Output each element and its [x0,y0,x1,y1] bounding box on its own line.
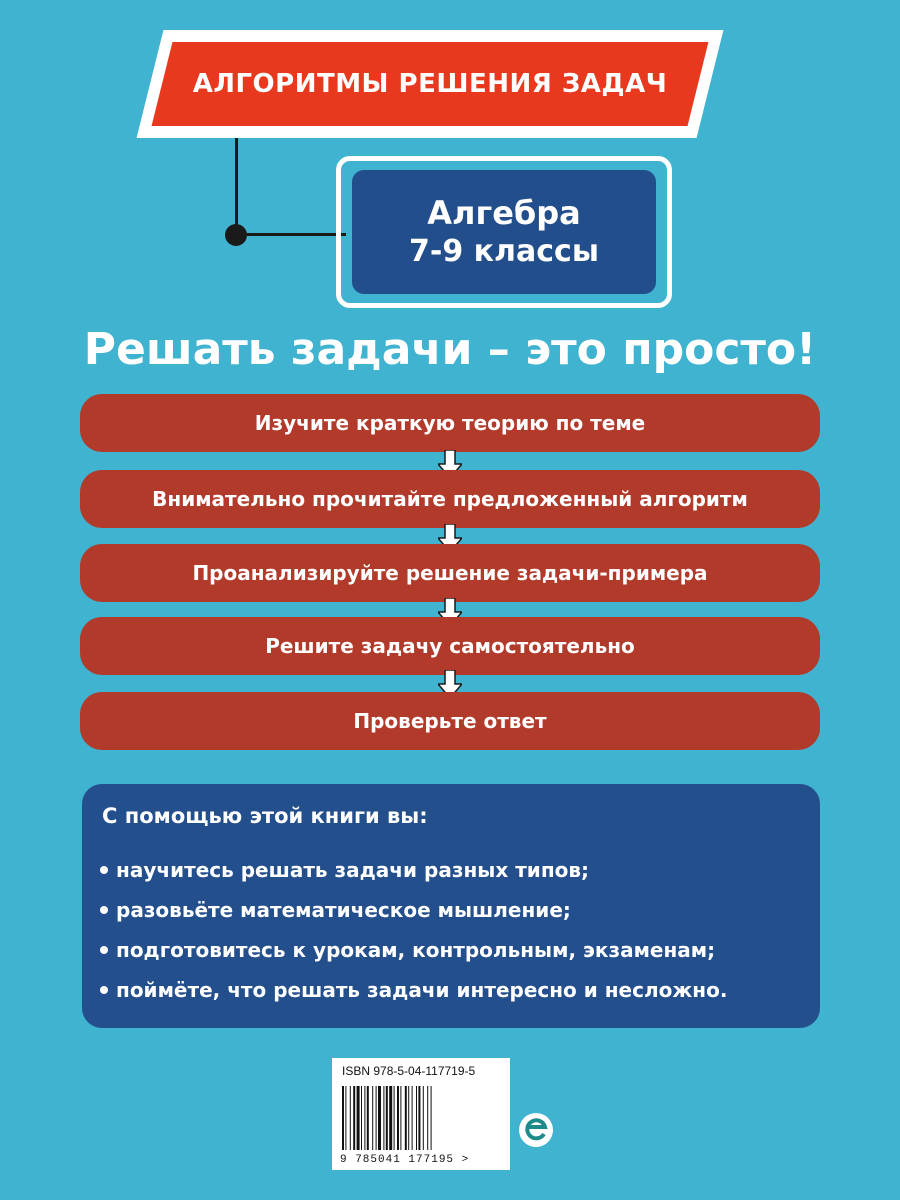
bullet-icon [100,906,108,914]
subject-title: Алгебра [427,194,581,232]
benefit-item: поймёте, что решать задачи интересно и несложно. [100,978,727,1002]
benefits-title: С помощью этой книги вы: [102,804,428,828]
step-1: Изучите краткую теорию по теме [80,394,820,452]
subject-box [352,170,656,294]
step-2: Внимательно прочитайте предложенный алгоритм [80,470,820,528]
connector-line-vertical [235,138,238,236]
bullet-icon [100,866,108,874]
step-5: Проверьте ответ [80,692,820,750]
isbn-label: ISBN 978-5-04-117719-5 [342,1064,476,1078]
connector-dot [225,224,247,246]
tagline: Решать задачи – это просто! [83,324,817,375]
connector-line-horizontal [236,233,346,236]
step-4: Решите задачу самостоятельно [80,617,820,675]
barcode-bars-icon [340,1086,502,1152]
bullet-icon [100,946,108,954]
benefit-item: разовьёте математическое мышление; [100,898,571,922]
benefits-box [82,784,820,1028]
publisher-logo-icon [518,1112,554,1148]
subject-grades: 7-9 классы [409,234,599,269]
benefit-item: подготовитесь к урокам, контрольным, экзаменам; [100,938,715,962]
series-title: АЛГОРИТМЫ РЕШЕНИЯ ЗАДАЧ [192,69,668,99]
step-3: Проанализируйте решение задачи-примера [80,544,820,602]
barcode-digits: 9 785041 177195 > [340,1154,470,1166]
barcode [332,1058,510,1170]
benefit-item: научитесь решать задачи разных типов; [100,858,589,882]
bullet-icon [100,986,108,994]
